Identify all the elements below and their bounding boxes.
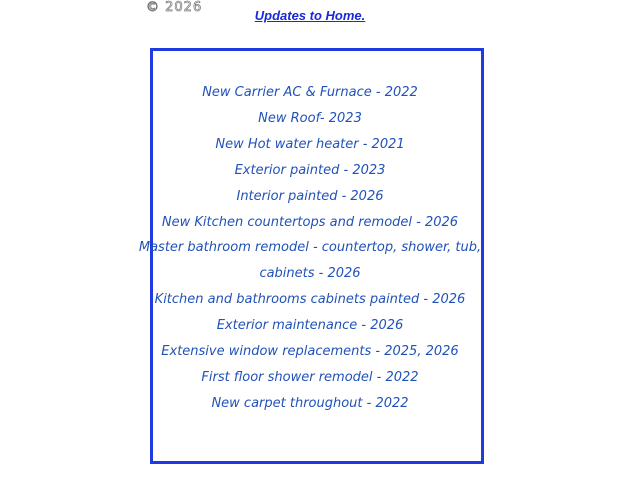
update-item: cabinets - 2026 <box>259 266 361 282</box>
update-item: Kitchen and bathrooms cabinets painted - 2026 <box>154 292 466 308</box>
update-item: New Kitchen countertops and remodel - 2026 <box>161 214 459 230</box>
update-item: First floor shower remodel - 2022 <box>201 369 419 385</box>
updates-list <box>0 80 620 417</box>
update-item: New carpet throughout - 2022 <box>211 395 409 411</box>
update-item: Exterior maintenance - 2026 <box>216 318 404 334</box>
update-item: Interior painted - 2026 <box>236 188 384 204</box>
page-title[interactable]: Updates to Home. <box>254 8 366 23</box>
update-item: Extensive window replacements - 2025, 2026 <box>161 344 459 360</box>
update-item: New Carrier AC & Furnace - 2022 <box>202 85 418 100</box>
update-item: Master bathroom remodel - countertop, shower, tub, <box>138 240 482 256</box>
update-item: New Hot water heater - 2021 <box>215 136 405 152</box>
update-item: New Roof- 2023 <box>258 110 362 126</box>
update-item: Exterior painted - 2023 <box>234 162 386 178</box>
copyright-watermark: © 2026 <box>146 0 203 15</box>
